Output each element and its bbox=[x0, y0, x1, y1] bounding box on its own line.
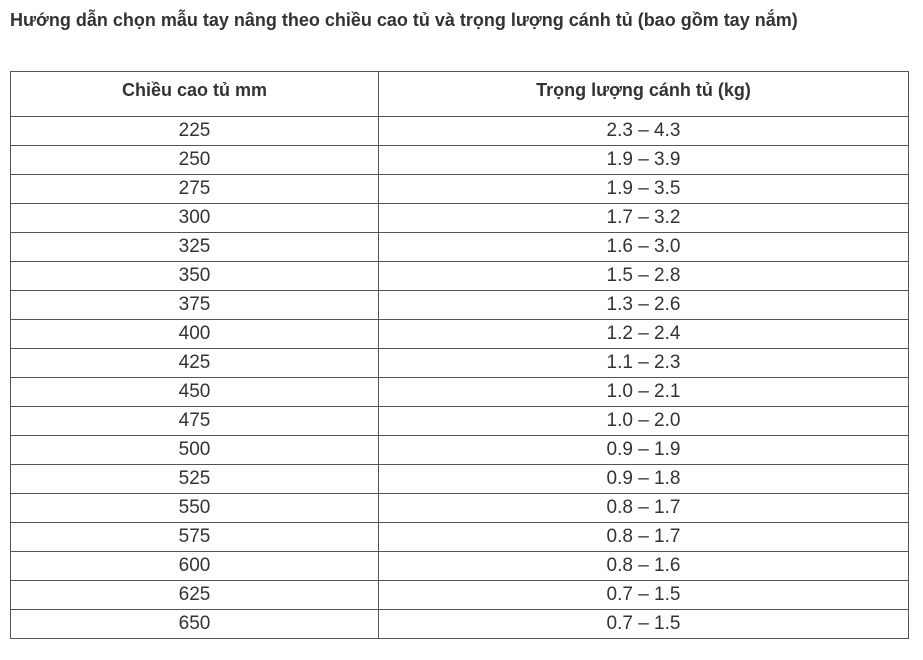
cell-cabinet-height: 350 bbox=[11, 262, 379, 291]
cell-cabinet-height: 650 bbox=[11, 610, 379, 639]
cell-door-weight: 1.1 – 2.3 bbox=[379, 349, 909, 378]
cell-door-weight: 1.9 – 3.5 bbox=[379, 175, 909, 204]
cell-door-weight: 0.7 – 1.5 bbox=[379, 610, 909, 639]
table-row bbox=[11, 262, 909, 291]
cell-cabinet-height: 575 bbox=[11, 523, 379, 552]
table-row bbox=[11, 204, 909, 233]
cell-door-weight: 0.8 – 1.7 bbox=[379, 523, 909, 552]
header-door-weight: Trọng lượng cánh tủ (kg) bbox=[379, 72, 909, 117]
table-row bbox=[11, 610, 909, 639]
table-row bbox=[11, 233, 909, 262]
table-body bbox=[11, 117, 909, 639]
cell-door-weight: 1.9 – 3.9 bbox=[379, 146, 909, 175]
cell-door-weight: 1.6 – 3.0 bbox=[379, 233, 909, 262]
cell-cabinet-height: 625 bbox=[11, 581, 379, 610]
cell-door-weight: 0.9 – 1.9 bbox=[379, 436, 909, 465]
table-row bbox=[11, 523, 909, 552]
table-row bbox=[11, 349, 909, 378]
table-row bbox=[11, 436, 909, 465]
cell-cabinet-height: 500 bbox=[11, 436, 379, 465]
cell-door-weight: 2.3 – 4.3 bbox=[379, 117, 909, 146]
table-row bbox=[11, 320, 909, 349]
table-row bbox=[11, 378, 909, 407]
table-row bbox=[11, 146, 909, 175]
hinge-spec-table bbox=[10, 71, 909, 639]
cell-door-weight: 1.3 – 2.6 bbox=[379, 291, 909, 320]
cell-cabinet-height: 225 bbox=[11, 117, 379, 146]
cell-door-weight: 0.9 – 1.8 bbox=[379, 465, 909, 494]
cell-cabinet-height: 250 bbox=[11, 146, 379, 175]
cell-cabinet-height: 300 bbox=[11, 204, 379, 233]
table-row bbox=[11, 175, 909, 204]
cell-door-weight: 1.0 – 2.0 bbox=[379, 407, 909, 436]
cell-cabinet-height: 475 bbox=[11, 407, 379, 436]
cell-cabinet-height: 600 bbox=[11, 552, 379, 581]
table-header-row bbox=[11, 72, 909, 117]
table-row bbox=[11, 117, 909, 146]
cell-cabinet-height: 275 bbox=[11, 175, 379, 204]
cell-cabinet-height: 325 bbox=[11, 233, 379, 262]
table-row bbox=[11, 407, 909, 436]
cell-cabinet-height: 400 bbox=[11, 320, 379, 349]
cell-cabinet-height: 525 bbox=[11, 465, 379, 494]
cell-door-weight: 1.2 – 2.4 bbox=[379, 320, 909, 349]
cell-door-weight: 0.7 – 1.5 bbox=[379, 581, 909, 610]
table-row bbox=[11, 552, 909, 581]
cell-cabinet-height: 375 bbox=[11, 291, 379, 320]
cell-cabinet-height: 550 bbox=[11, 494, 379, 523]
cell-door-weight: 0.8 – 1.6 bbox=[379, 552, 909, 581]
cell-door-weight: 1.0 – 2.1 bbox=[379, 378, 909, 407]
header-cabinet-height: Chiều cao tủ mm bbox=[11, 72, 379, 117]
table-row bbox=[11, 291, 909, 320]
cell-cabinet-height: 425 bbox=[11, 349, 379, 378]
cell-cabinet-height: 450 bbox=[11, 378, 379, 407]
cell-door-weight: 1.5 – 2.8 bbox=[379, 262, 909, 291]
table-row bbox=[11, 494, 909, 523]
table-row bbox=[11, 581, 909, 610]
cell-door-weight: 1.7 – 3.2 bbox=[379, 204, 909, 233]
table-row bbox=[11, 465, 909, 494]
page-title: Hướng dẫn chọn mẫu tay nâng theo chiều cao tủ và trọng lượng cánh tủ (bao gồm tay nắm) bbox=[10, 10, 798, 30]
cell-door-weight: 0.8 – 1.7 bbox=[379, 494, 909, 523]
